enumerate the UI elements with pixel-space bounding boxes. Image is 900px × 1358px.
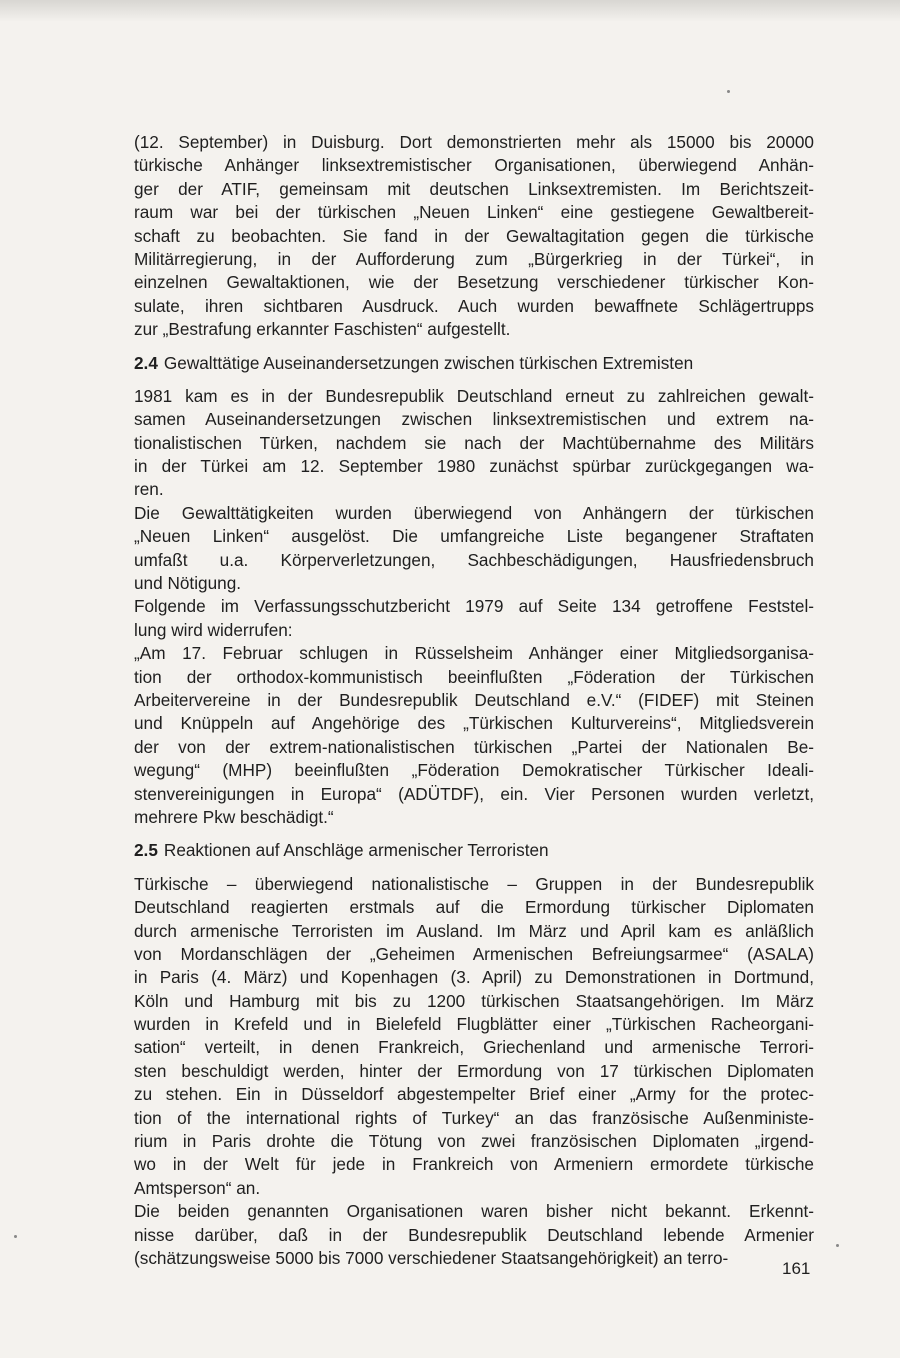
text-line: wo in der Welt für jede in Frankreich von Armeniern ermordete türkische xyxy=(134,1154,814,1175)
paragraph xyxy=(134,595,814,642)
text-line: „Am 17. Februar schlugen in Rüsselsheim Anhänger einer Mitgliedsorganisa- xyxy=(134,643,814,664)
text-line: stenvereinigungen in Europa“ (ADÜTDF), ein. Vier Personen wurden verletzt, xyxy=(134,783,814,804)
text-line: Folgende im Verfassungsschutzbericht 1979 auf Seite 134 getroffene Feststel- xyxy=(134,596,814,617)
section-title: Gewalttätige Auseinandersetzungen zwischen türkischen Extremisten xyxy=(163,352,694,373)
text-line: „Neuen Linken“ ausgelöst. Die umfangreiche Liste begangener Straftaten xyxy=(134,526,814,547)
text-line: wegung“ (MHP) beeinflußten „Föderation Demokratischer Türkischer Ideali- xyxy=(134,760,814,781)
text-line: zur „Bestrafung erkannter Faschisten“ aufgestellt. xyxy=(134,319,511,340)
paragraph xyxy=(134,642,814,829)
section-heading xyxy=(134,352,814,375)
scan-speck xyxy=(727,90,730,93)
text-line: rium in Paris drohte die Tötung von zwei französischen Diplomaten „irgend- xyxy=(134,1131,814,1152)
section-gap xyxy=(134,863,814,873)
text-line: durch armenische Terroristen im Ausland. Im März und April kam es anläßlich xyxy=(134,920,814,941)
scan-speck xyxy=(836,1244,839,1247)
text-line: lung wird widerrufen: xyxy=(134,619,293,640)
text-line: Die beiden genannten Organisationen waren bisher nicht bekannt. Erkennt- xyxy=(134,1201,814,1222)
text-line: wurden in Krefeld und in Bielefeld Flugblätter einer „Türkischen Racheorgani- xyxy=(134,1014,814,1035)
text-line: in Paris (4. März) und Kopenhagen (3. April) zu Demonstrationen in Dortmund, xyxy=(134,967,814,988)
text-line: raum war bei der türkischen „Neuen Linken“ eine gestiegene Gewaltbereit- xyxy=(134,202,814,223)
text-line: einzelnen Gewaltaktionen, wie der Besetzung verschiedener türkischer Kon- xyxy=(134,272,814,293)
paragraph xyxy=(134,1200,814,1270)
text-line: 1981 kam es in der Bundesrepublik Deutschland erneut zu zahlreichen gewalt- xyxy=(134,385,814,406)
scan-speck xyxy=(14,1235,17,1238)
text-line: Militärregierung, in der Aufforderung zum „Bürgerkrieg in der Türkei“, in xyxy=(134,248,814,269)
text-line: sten beschuldigt werden, hinter der Ermordung von 17 türkischen Diplomaten xyxy=(134,1060,814,1081)
text-line: ger der ATIF, gemeinsam mit deutschen Linksextremisten. Im Berichtszeit- xyxy=(134,178,814,199)
page-number: 161 xyxy=(782,1259,811,1278)
text-line: nisse darüber, daß in der Bundesrepublik Deutschland lebende Armenier xyxy=(134,1224,814,1245)
text-line: und Knüppeln auf Angehörige des „Türkischen Kulturvereins“, Mitgliedsverein xyxy=(134,713,814,734)
text-line: Köln und Hamburg mit bis zu 1200 türkischen Staatsangehörigen. Im März xyxy=(134,990,814,1011)
section-gap xyxy=(134,342,814,352)
paragraph xyxy=(134,502,814,596)
text-line: sation“ verteilt, in denen Frankreich, Griechenland und armenische Terrori- xyxy=(134,1037,814,1058)
text-line: schaft zu beobachten. Sie fand in der Gewaltagitation gegen die türkische xyxy=(134,225,814,246)
text-line: Amtsperson“ an. xyxy=(134,1177,261,1198)
text-line: tionalistischen Türken, nachdem sie nach der Machtübernahme des Militärs xyxy=(134,432,814,453)
section-number: 2.5 xyxy=(134,840,158,861)
section-heading xyxy=(134,839,814,862)
text-line: und Nötigung. xyxy=(134,573,242,594)
text-line: (schätzungsweise 5000 bis 7000 verschiedener Staatsangehörigkeit) an terro- xyxy=(134,1247,729,1268)
text-line: (12. September) in Duisburg. Dort demonstrierten mehr als 15000 bis 20000 xyxy=(134,132,814,152)
scan-edge-shadow xyxy=(0,0,900,22)
text-line: Arbeitervereine in der Bundesrepublik Deutschland e.V.“ (FIDEF) mit Steinen xyxy=(134,689,814,710)
text-line: von Mordanschlägen der „Geheimen Armenischen Befreiungsarmee“ (ASALA) xyxy=(134,943,814,964)
text-line: in der Türkei am 12. September 1980 zunächst spürbar zurückgegangen wa- xyxy=(134,456,814,477)
paragraph xyxy=(134,131,814,342)
section-gap xyxy=(134,829,814,839)
text-line: tion of the international rights of Turkey“ an das französische Außenministe- xyxy=(134,1107,814,1128)
paragraph xyxy=(134,873,814,1200)
text-line: samen Auseinandersetzungen zwischen linksextremistischen und extrem na- xyxy=(134,409,814,430)
section-gap xyxy=(134,375,814,385)
text-line: Türkische – überwiegend nationalistische – Gruppen in der Bundesrepublik xyxy=(134,873,814,894)
text-line: Deutschland reagierten erstmals auf die Ermordung türkischer Diplomaten xyxy=(134,897,814,918)
text-line: umfaßt u.a. Körperverletzungen, Sachbeschädigungen, Hausfriedensbruch xyxy=(134,549,814,570)
paragraph xyxy=(134,385,814,502)
text-line: der von der extrem-nationalistischen türkischen „Partei der Nationalen Be- xyxy=(134,736,814,757)
text-line: tion der orthodox-kommunistisch beeinflußten „Föderation der Türkischen xyxy=(134,666,814,687)
text-line: zu stehen. Ein in Düsseldorf abgestempelter Brief einer „Army for the protec- xyxy=(134,1084,814,1105)
text-line: türkische Anhänger linksextremistischer Organisationen, überwiegend Anhän- xyxy=(134,155,814,176)
section-title: Reaktionen auf Anschläge armenischer Terroristen xyxy=(163,840,549,861)
text-line: Die Gewalttätigkeiten wurden überwiegend von Anhängern der türkischen xyxy=(134,502,814,523)
text-line: ren. xyxy=(134,479,164,500)
text-line: sulate, ihren sichtbaren Ausdruck. Auch wurden bewaffnete Schlägertrupps xyxy=(134,295,814,316)
document-page xyxy=(134,131,814,1270)
section-number: 2.4 xyxy=(134,352,158,373)
text-line: mehrere Pkw beschädigt.“ xyxy=(134,806,334,827)
